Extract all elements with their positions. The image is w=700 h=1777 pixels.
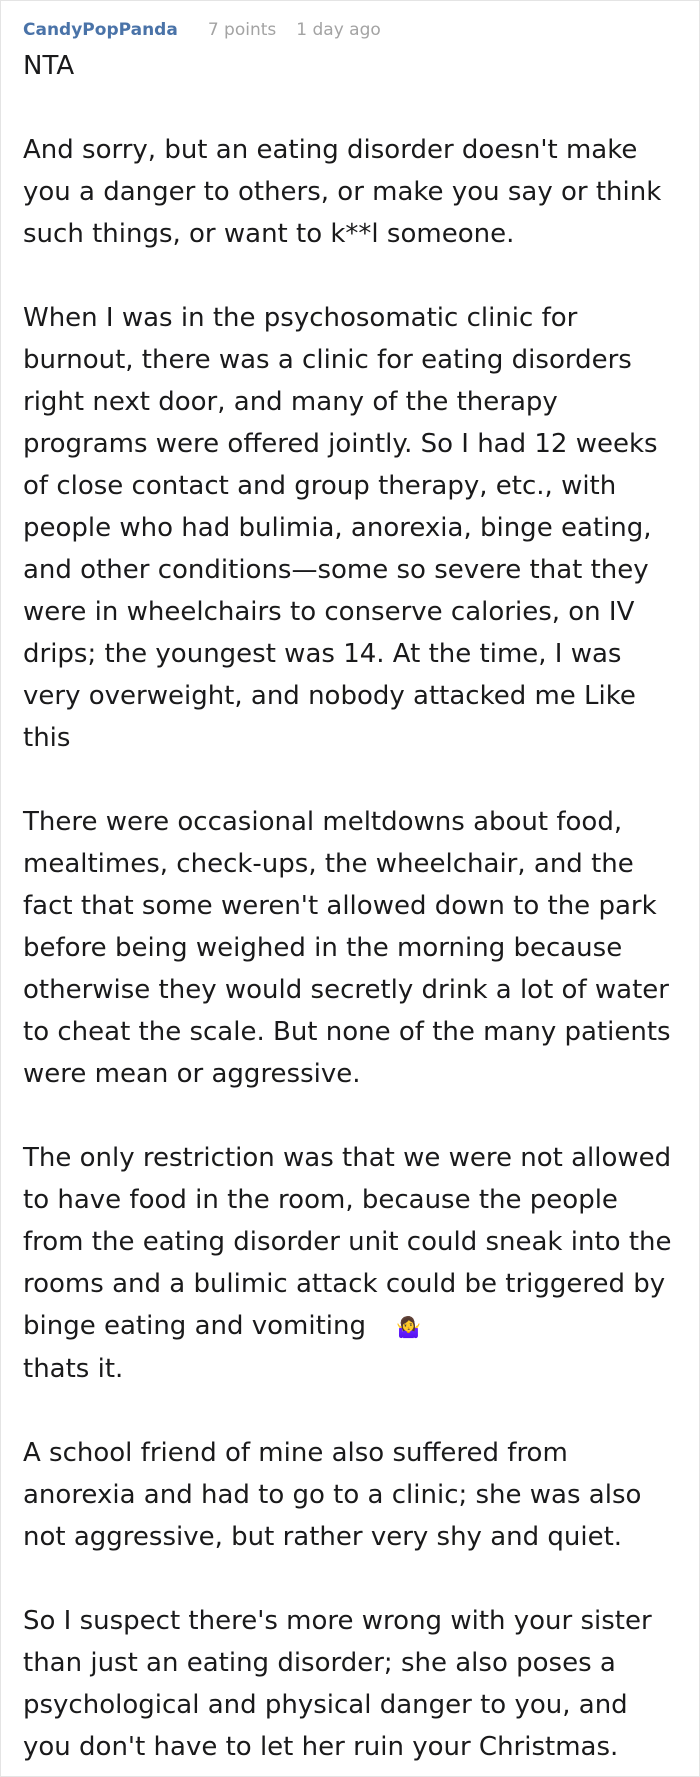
comment-points: 7 points [207,20,277,40]
comment-timestamp: 1 day ago [296,20,381,40]
comment-paragraph-3: When I was in the psychosomatic clinic for burnout, there was a clinic for eating disorders right next door, and many of the therapy programs were offered jointly. So I had 12 weeks of close contact and group therapy, etc., with people who had bulimia, anorexia, binge eating, and other conditions—some so severe that they were in wheelchairs to conserve calories, on IV drips; the youngest was 14. At the time, I was very overweight, and nobody attacked me Like this [23,303,666,753]
comment [23,15,680,1768]
comment-username-link[interactable]: CandyPopPanda [23,20,178,40]
comment-paragraph-6: A school friend of mine also suffered from anorexia and had to go to a clinic; she was also not aggressive, but rather very shy and quiet. [23,1437,650,1552]
comment-paragraph-2: And sorry, but an eating disorder doesn't make you a danger to others, or make you say or think such things, or want to k**l someone. [23,135,670,249]
comment-meta [23,15,673,45]
comment-paragraph-5-tail: thats it. [23,1353,124,1384]
comment-body [23,45,680,1768]
person-shrugging-icon: 🤷‍♀️ [396,1314,421,1339]
comment-paragraph-4: There were occasional meltdowns about food, mealtimes, check-ups, the wheelchair, and the fact that some weren't allowed down to the park before being weighed in the morning because otherwise they would secretly drink a lot of water to cheat the scale. But none of the many patients were mean or aggressive. [23,807,679,1089]
comment-paragraph-5 [23,1137,680,1390]
comment-paragraph-7: So I suspect there's more wrong with your sister than just an eating disorder; she also poses a psychological and physical danger to you, and you don't have to let her ruin your Christmas. [23,1605,660,1762]
comment-paragraph-1: NTA [23,51,75,81]
comment-paragraph-5-text: The only restriction was that we were not allowed to have food in the room, because the people from the eating disorder unit could sneak into the rooms and a bulimic attack could be triggered by binge eating and vomiting [23,1143,680,1341]
